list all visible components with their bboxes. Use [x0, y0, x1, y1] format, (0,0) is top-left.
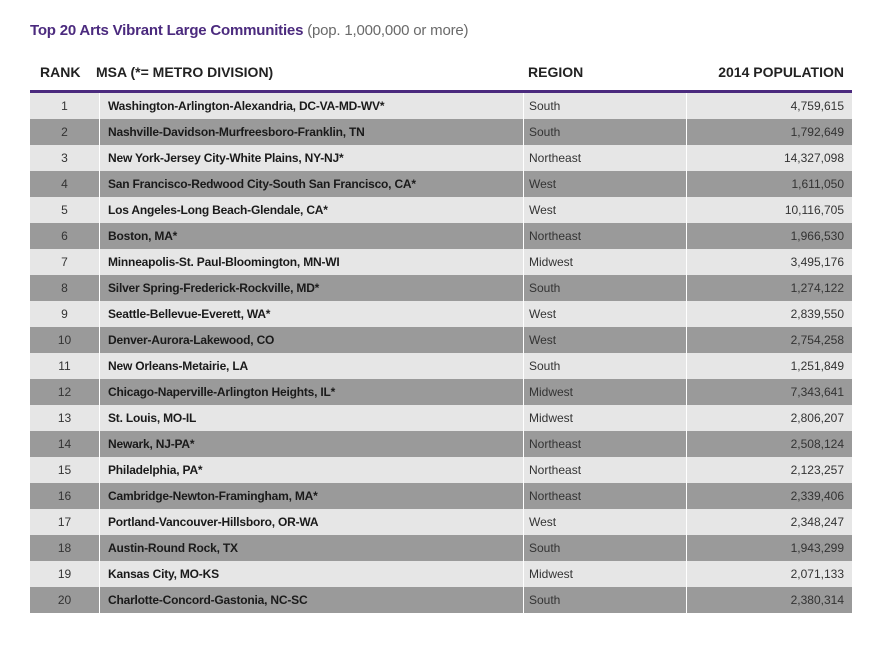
cell-msa: Minneapolis-St. Paul-Bloomington, MN-WI	[100, 249, 524, 275]
cell-msa: Newark, NJ-PA*	[100, 431, 524, 457]
table-row	[30, 197, 852, 223]
table-row	[30, 275, 852, 301]
cell-region: West	[524, 301, 687, 327]
cell-msa: Portland-Vancouver-Hillsboro, OR-WA	[100, 509, 524, 535]
title-main: Top 20 Arts Vibrant Large Communities	[30, 22, 304, 39]
cell-rank: 17	[30, 509, 100, 535]
cell-region: South	[524, 587, 687, 613]
cell-rank: 11	[30, 353, 100, 379]
cell-region: Northeast	[524, 483, 687, 509]
table-row	[30, 145, 852, 171]
cell-population: 2,071,133	[790, 567, 844, 581]
column-header-population: 2014 POPULATION	[718, 64, 844, 80]
column-header-rank: RANK	[40, 64, 81, 80]
cell-region: West	[524, 327, 687, 353]
table-row	[30, 119, 852, 145]
cell-msa: Cambridge-Newton-Framingham, MA*	[100, 483, 524, 509]
cell-rank: 6	[30, 223, 100, 249]
cell-rank: 1	[30, 93, 100, 119]
cell-population: 2,380,314	[790, 593, 844, 607]
cell-msa: Nashville-Davidson-Murfreesboro-Franklin, TN	[100, 119, 524, 145]
column-header-region: REGION	[528, 64, 584, 80]
cell-msa: Silver Spring-Frederick-Rockville, MD*	[100, 275, 524, 301]
cell-msa: Chicago-Naperville-Arlington Heights, IL*	[100, 379, 524, 405]
cell-msa: Austin-Round Rock, TX	[100, 535, 524, 561]
cell-population: 4,759,615	[790, 99, 844, 113]
table-row	[30, 431, 852, 457]
cell-population: 14,327,098	[783, 151, 844, 165]
cell-population: 1,251,849	[790, 359, 844, 373]
cell-population: 1,943,299	[790, 541, 844, 555]
cell-msa: St. Louis, MO-IL	[100, 405, 524, 431]
cell-rank: 19	[30, 561, 100, 587]
cell-population: 1,966,530	[790, 229, 844, 243]
cell-rank: 15	[30, 457, 100, 483]
cell-rank: 18	[30, 535, 100, 561]
table-row	[30, 535, 852, 561]
cell-population: 2,806,207	[790, 411, 844, 425]
cell-population: 1,792,649	[790, 125, 844, 139]
table-row	[30, 561, 852, 587]
cell-region: South	[524, 119, 687, 145]
cell-population: 10,116,705	[784, 203, 844, 217]
title-subtitle: (pop. 1,000,000 or more)	[307, 22, 469, 39]
cell-msa: New Orleans-Metairie, LA	[100, 353, 524, 379]
cell-region: Northeast	[524, 431, 687, 457]
cell-rank: 12	[30, 379, 100, 405]
table-row	[30, 587, 852, 613]
cell-population: 2,348,247	[790, 515, 844, 529]
cell-population: 7,343,641	[790, 385, 844, 399]
cell-population: 3,495,176	[790, 255, 844, 269]
table-row	[30, 353, 852, 379]
cell-rank: 3	[30, 145, 100, 171]
table-row	[30, 301, 852, 327]
table-row	[30, 327, 852, 353]
cell-region: Midwest	[524, 405, 687, 431]
cell-region: South	[524, 535, 687, 561]
cell-population: 2,839,550	[790, 307, 844, 321]
cell-msa: Seattle-Bellevue-Everett, WA*	[100, 301, 524, 327]
table-header	[30, 60, 850, 86]
cell-msa: Charlotte-Concord-Gastonia, NC-SC	[100, 587, 524, 613]
table-row	[30, 483, 852, 509]
cell-rank: 4	[30, 171, 100, 197]
cell-population: 2,123,257	[790, 463, 844, 477]
cell-region: Midwest	[524, 379, 687, 405]
cell-region: Northeast	[524, 457, 687, 483]
cell-rank: 20	[30, 587, 100, 613]
cell-msa: Kansas City, MO-KS	[100, 561, 524, 587]
cell-population: 2,754,258	[790, 333, 844, 347]
cell-rank: 8	[30, 275, 100, 301]
cell-rank: 9	[30, 301, 100, 327]
cell-msa: Boston, MA*	[100, 223, 524, 249]
cell-msa: San Francisco-Redwood City-South San Francisco, CA*	[100, 171, 524, 197]
cell-population: 2,508,124	[790, 437, 844, 451]
table-body	[30, 93, 852, 613]
cell-msa: Washington-Arlington-Alexandria, DC-VA-MD-WV*	[100, 93, 524, 119]
cell-rank: 5	[30, 197, 100, 223]
table-row	[30, 379, 852, 405]
cell-msa: Philadelphia, PA*	[100, 457, 524, 483]
cell-msa: New York-Jersey City-White Plains, NY-NJ*	[100, 145, 524, 171]
table-row	[30, 93, 852, 119]
cell-msa: Los Angeles-Long Beach-Glendale, CA*	[100, 197, 524, 223]
cell-region: West	[524, 509, 687, 535]
table-row	[30, 405, 852, 431]
cell-region: Midwest	[524, 249, 687, 275]
cell-region: West	[524, 197, 687, 223]
cell-region: Northeast	[524, 223, 687, 249]
table-row	[30, 249, 852, 275]
cell-rank: 2	[30, 119, 100, 145]
cell-rank: 13	[30, 405, 100, 431]
cell-region: West	[524, 171, 687, 197]
cell-region: Midwest	[524, 561, 687, 587]
cell-population: 1,611,050	[791, 177, 844, 191]
table-row	[30, 509, 852, 535]
cell-region: South	[524, 275, 687, 301]
cell-msa: Denver-Aurora-Lakewood, CO	[100, 327, 524, 353]
table-row	[30, 457, 852, 483]
cell-population: 2,339,406	[790, 489, 844, 503]
table-title	[30, 22, 468, 39]
table-row	[30, 171, 852, 197]
cell-region: Northeast	[524, 145, 687, 171]
cell-population: 1,274,122	[790, 281, 844, 295]
cell-rank: 10	[30, 327, 100, 353]
cell-region: South	[524, 353, 687, 379]
cell-rank: 16	[30, 483, 100, 509]
cell-rank: 14	[30, 431, 100, 457]
cell-region: South	[524, 93, 687, 119]
column-header-msa: MSA (*= METRO DIVISION)	[96, 64, 274, 80]
cell-rank: 7	[30, 249, 100, 275]
table-row	[30, 223, 852, 249]
